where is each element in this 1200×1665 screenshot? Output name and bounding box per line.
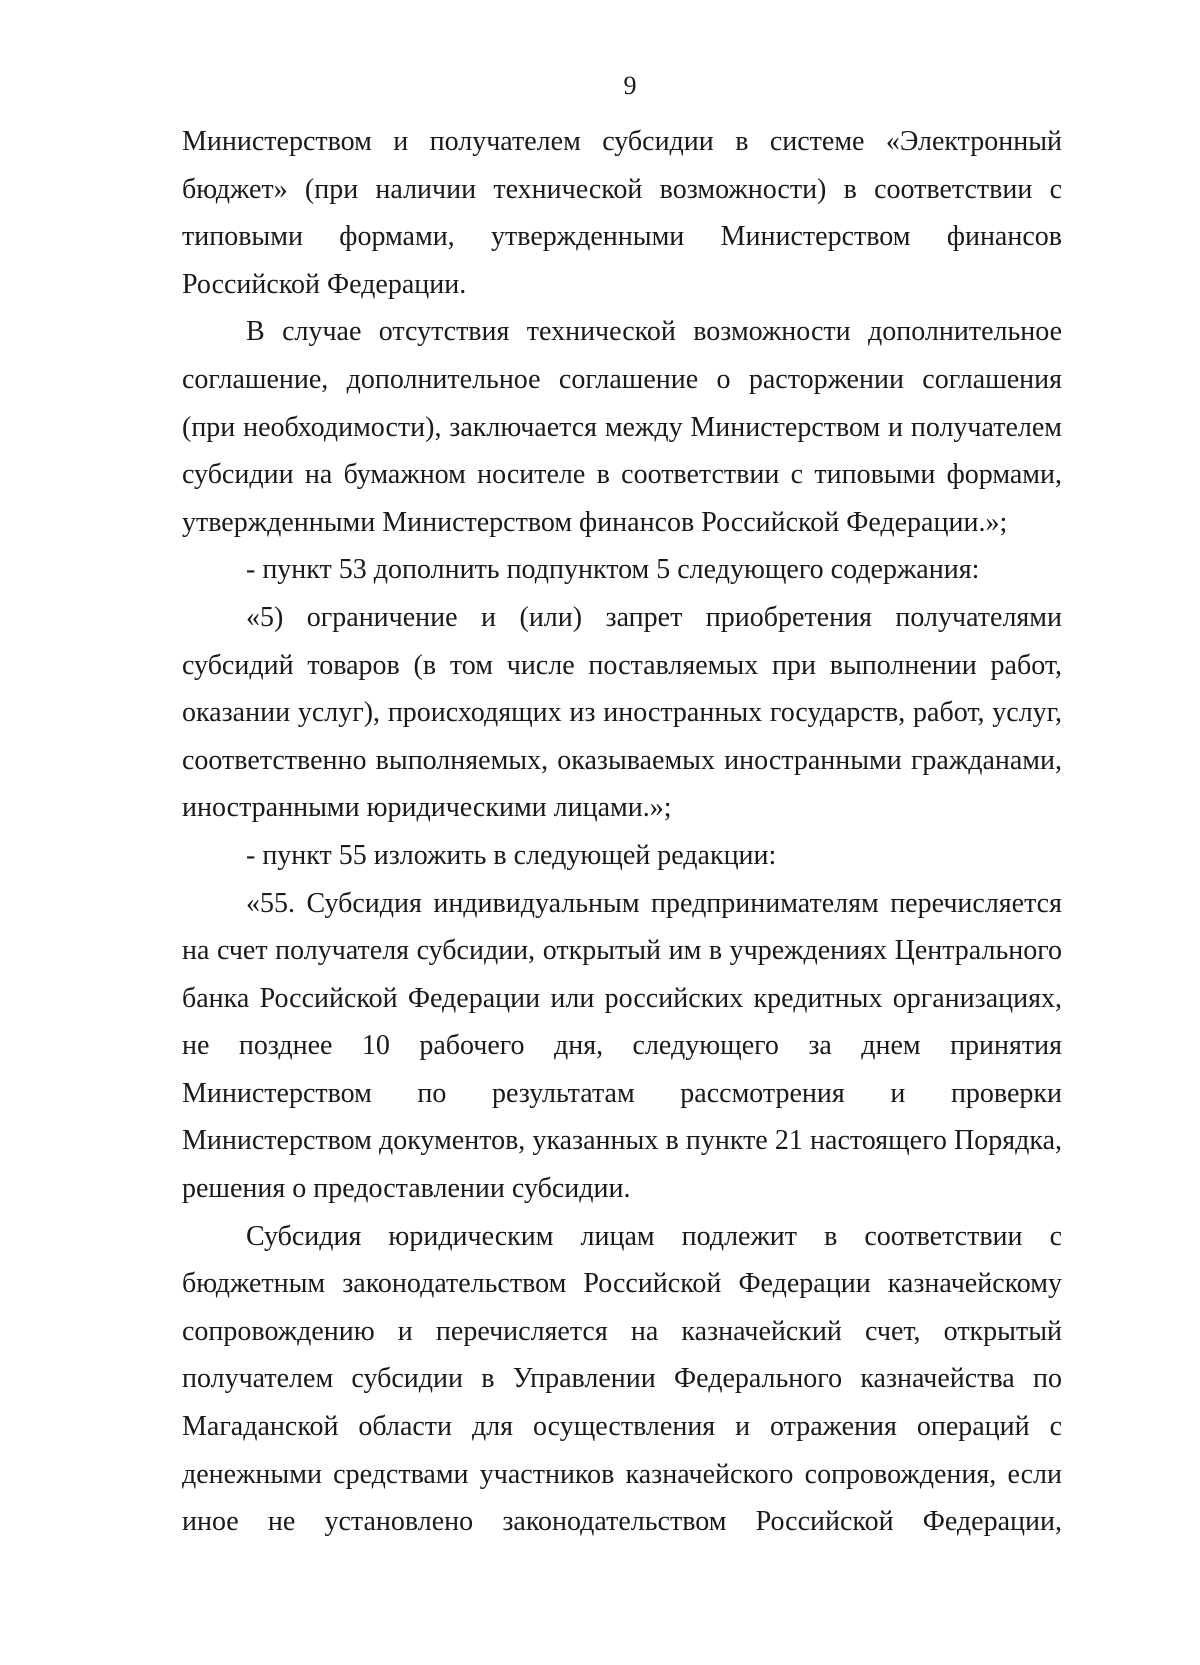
paragraph-item-53-amendment: - пункт 53 дополнить подпунктом 5 следующего содержания: — [246, 554, 980, 586]
paragraph-legal-entities-subsidy: Субсидия юридическим лицам подлежит в соответствии с бюджетным законодательством Российской Федерации казначейскому сопровождению и перечисляется на казначейский счет, открытый получателем субсидии в Управлении Федерального казначейства по Магаданской области для осуществления и отражения операций с денежными средствами участников казначейского сопровождения, если иное не установлено законодательством Российской Федерации, — [182, 1220, 1062, 1538]
page-number: 9 — [623, 71, 637, 100]
paragraph-technical-absence: В случае отсутствия технической возможности дополнительное соглашение, дополнительное соглашение о расторжении соглашения (при необходимости), заключается между Министерством и получателем субсидии на бумажном носителе в соответствии с типовыми формами, утвержденными Министерством финансов Российской Федерации.»; — [182, 316, 1062, 538]
paragraph-continuation: Министерством и получателем субсидии в системе «Электронный бюджет» (при наличии технической возможности) в соответствии с типовыми формами, утвержденными Министерством финансов Российской Федерации. — [182, 126, 1062, 300]
paragraph-item-55-amendment: - пункт 55 изложить в следующей редакции: — [246, 839, 777, 871]
paragraph-item-55-text: «55. Субсидия индивидуальным предпринимателям перечисляется на счет получателя субсидии, открытый им в учреждениях Центрального банка Российской Федерации или российских кредитных организациях, не позднее 10 рабочего дня, следующего за днем принятия Министерством по результатам рассмотрения и проверки Министерством документов, указанных в пункте 21 настоящего Порядка, решения о предоставлении субсидии. — [182, 887, 1062, 1205]
paragraph-subitem-5: «5) ограничение и (или) запрет приобретения получателями субсидий товаров (в том числе поставляемых при выполнении работ, оказании услуг), происходящих из иностранных государств, работ, услуг, соответственно выполняемых, оказываемых иностранными гражданами, иностранными юридическими лицами.»; — [182, 601, 1062, 824]
document-body — [182, 118, 1062, 1546]
